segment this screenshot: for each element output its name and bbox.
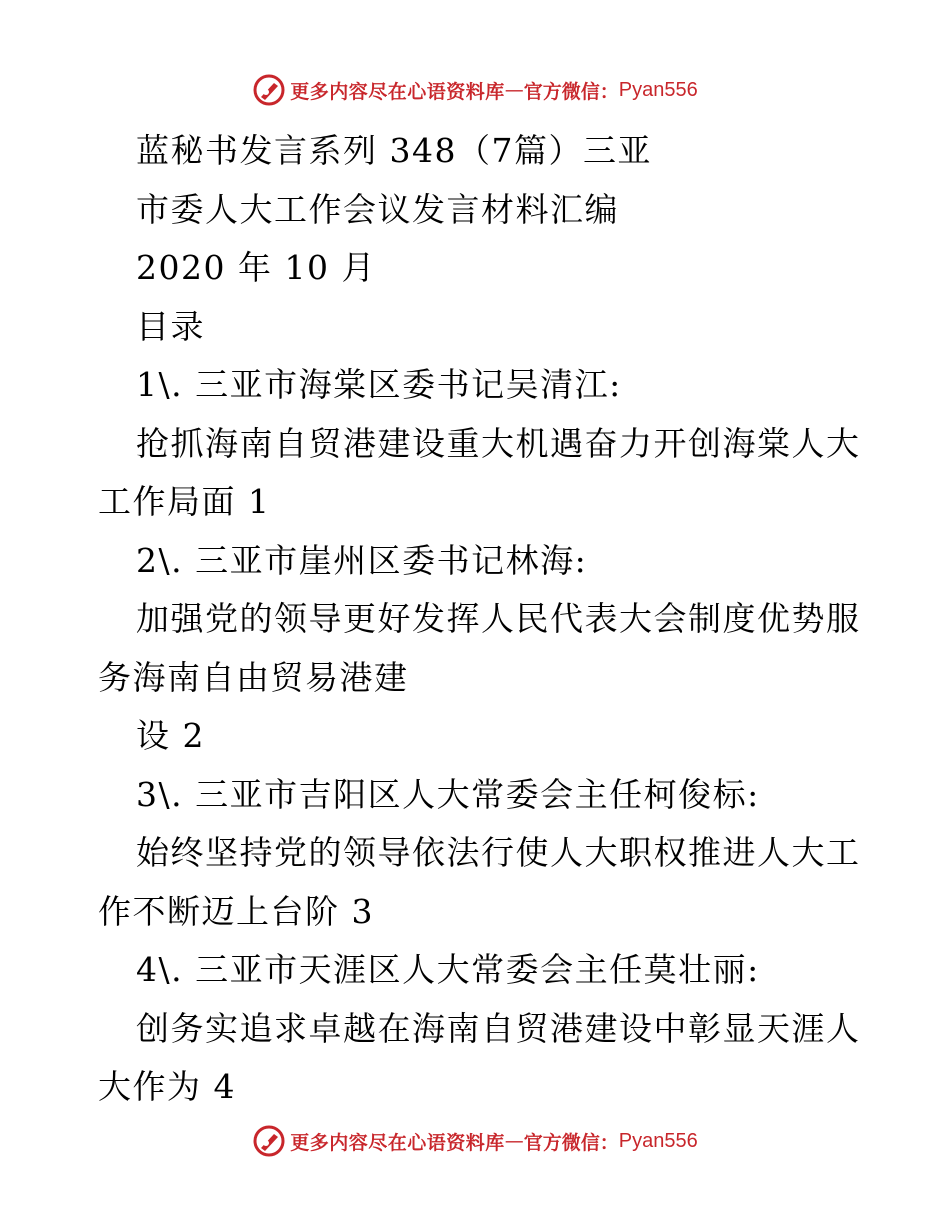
seal-logo-icon: [252, 73, 286, 107]
watermark-text: 更多内容尽在心语资料库: [290, 1131, 505, 1154]
document-line: 作不断迈上台阶 3: [98, 891, 374, 931]
document-line: 加强党的领导更好发挥人民代表大会制度优势服: [136, 599, 861, 638]
document-body: [98, 122, 861, 1117]
document-line: 1\. 三亚市海棠区委书记吴清江:: [136, 365, 622, 404]
watermark-wechat-label: 官方微信：: [523, 1131, 619, 1154]
watermark-wechat-id: Pyan556: [618, 1129, 698, 1152]
document-line: 抢抓海南自贸港建设重大机遇奋力开创海棠人大: [136, 423, 861, 463]
watermark-wechat-label: 官方微信：: [523, 80, 619, 103]
document-line: 2\. 三亚市崖州区委书记林海:: [136, 540, 588, 580]
document-line: 4\. 三亚市天涯区人大常委会主任莫壮丽:: [136, 950, 760, 989]
document-line: 务海南自由贸易港建: [98, 657, 409, 697]
document-line: 大作为 4: [98, 1067, 236, 1106]
document-line: 设 2: [136, 716, 205, 755]
footer-watermark: [0, 1119, 950, 1163]
document-line: 2020 年 10 月: [136, 248, 376, 287]
document-line: 市委人大工作会议发言材料汇编: [136, 189, 619, 229]
watermark-dash: —: [504, 79, 524, 101]
document-line: 始终坚持党的领导依法行使人大职权推进人大工: [136, 833, 861, 872]
watermark-wechat-id: Pyan556: [618, 78, 698, 101]
document-line: 工作局面 1: [98, 482, 271, 521]
document-line: 创务实追求卓越在海南自贸港建设中彰显天涯人: [136, 1008, 861, 1048]
seal-logo-icon: [252, 1124, 286, 1158]
watermark-text: 更多内容尽在心语资料库: [290, 80, 505, 103]
document-line: 3\. 三亚市吉阳区人大常委会主任柯俊标:: [136, 774, 760, 814]
header-watermark: [0, 68, 950, 112]
document-line: 目录: [136, 306, 205, 346]
watermark-dash: —: [504, 1130, 524, 1152]
document-line: 蓝秘书发言系列 348（7篇）三亚: [136, 131, 652, 170]
